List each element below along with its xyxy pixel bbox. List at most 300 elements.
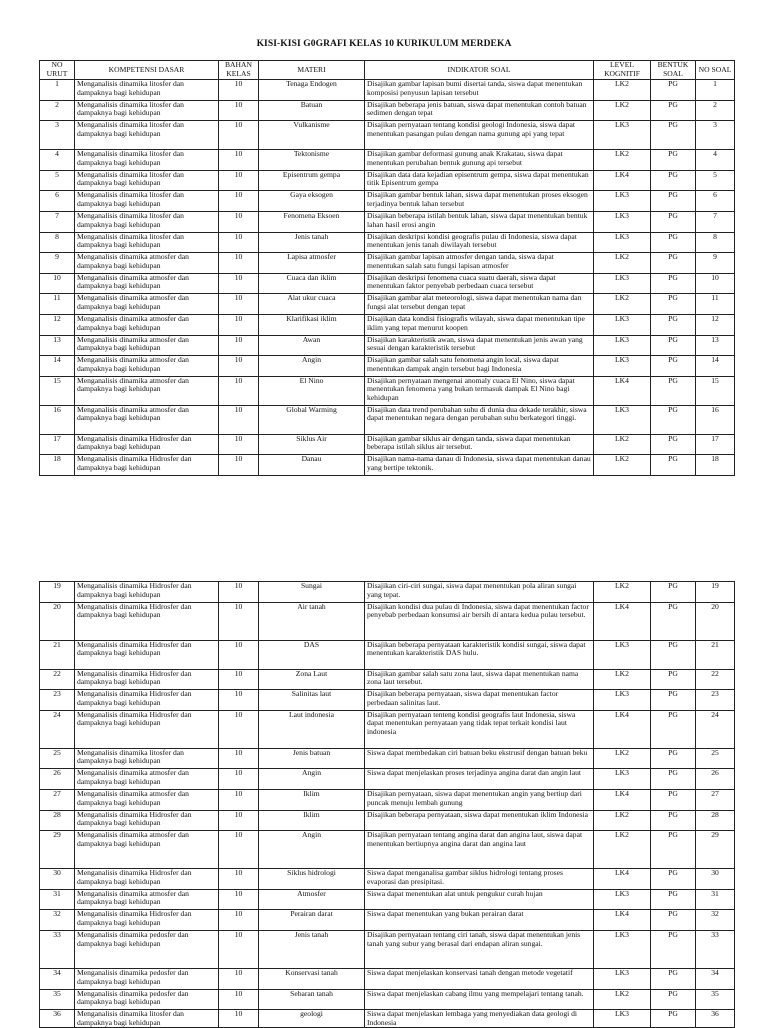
cell-bahan-kelas: 10 xyxy=(219,405,259,434)
cell-bahan-kelas: 10 xyxy=(219,150,259,171)
cell-kompetensi-dasar: Menganalisis dinamika atmosfer dan dampaknya bagi kehidupan xyxy=(75,376,219,405)
cell-bahan-kelas: 10 xyxy=(219,253,259,274)
cell-bentuk-soal: PG xyxy=(651,455,696,476)
cell-indikator-soal: Siswa dapat menjelaskan lembaga yang menyediakan data geologi di Indonesia xyxy=(365,1010,594,1028)
cell-no-urut: 19 xyxy=(40,582,75,603)
cell-no-soal: 8 xyxy=(696,232,735,253)
cell-bentuk-soal: PG xyxy=(651,356,696,377)
cell-bentuk-soal: PG xyxy=(651,602,696,640)
cell-bahan-kelas: 10 xyxy=(219,889,259,910)
cell-level-kognitif: LK3 xyxy=(594,232,651,253)
cell-indikator-soal: Disajikan beberapa jenis batuan, siswa dapat menentukan contoh batuan sedimen dengan tepat xyxy=(365,100,594,121)
cell-bahan-kelas: 10 xyxy=(219,789,259,810)
cell-indikator-soal: Disajikan beberapa pernyataan, siswa dapat menentukan iklim Indonesia xyxy=(365,810,594,831)
header-materi: MATERI xyxy=(259,61,365,80)
cell-kompetensi-dasar: Menganalisis dinamika pedosfer dan dampaknya bagi kehidupan xyxy=(75,989,219,1010)
cell-kompetensi-dasar: Menganalisis dinamika litosfer dan dampaknya bagi kehidupan xyxy=(75,211,219,232)
cell-level-kognitif: LK3 xyxy=(594,930,651,968)
cell-materi: Sebaran tanah xyxy=(259,989,365,1010)
cell-no-urut: 21 xyxy=(40,640,75,669)
cell-materi: Siklus hidrologi xyxy=(259,869,365,890)
cell-bentuk-soal: PG xyxy=(651,376,696,405)
cell-bentuk-soal: PG xyxy=(651,690,696,711)
table-row xyxy=(40,769,735,790)
table-row xyxy=(40,455,735,476)
header-no-soal: NO SOAL xyxy=(696,61,735,80)
cell-no-soal: 33 xyxy=(696,930,735,968)
cell-no-soal: 21 xyxy=(696,640,735,669)
cell-level-kognitif: LK2 xyxy=(594,80,651,101)
cell-bahan-kelas: 10 xyxy=(219,968,259,989)
cell-no-urut: 9 xyxy=(40,253,75,274)
cell-no-urut: 16 xyxy=(40,405,75,434)
table-row xyxy=(40,910,735,931)
cell-level-kognitif: LK3 xyxy=(594,640,651,669)
cell-kompetensi-dasar: Menganalisis dinamika litosfer dan dampaknya bagi kehidupan xyxy=(75,232,219,253)
cell-kompetensi-dasar: Menganalisis dinamika Hidrosfer dan dampaknya bagi kehidupan xyxy=(75,602,219,640)
cell-kompetensi-dasar: Menganalisis dinamika litosfer dan dampaknya bagi kehidupan xyxy=(75,1010,219,1028)
cell-indikator-soal: Disajikan gambar bentuk lahan, siswa dapat menentukan proses eksogen terjadinya bentuk lahan tersebut xyxy=(365,191,594,212)
table-row xyxy=(40,789,735,810)
cell-level-kognitif: LK3 xyxy=(594,121,651,150)
cell-no-urut: 5 xyxy=(40,170,75,191)
cell-kompetensi-dasar: Menganalisis dinamika litosfer dan dampaknya bagi kehidupan xyxy=(75,191,219,212)
cell-kompetensi-dasar: Menganalisis dinamika litosfer dan dampaknya bagi kehidupan xyxy=(75,121,219,150)
cell-indikator-soal: Disajikan kondisi dua pulau di Indonesia, siswa dapat menentukan factor penyebab perbedaan konsumsi air bersih di antara kedua pulau tersebut. xyxy=(365,602,594,640)
cell-bentuk-soal: PG xyxy=(651,314,696,335)
table-row xyxy=(40,170,735,191)
cell-materi: Danau xyxy=(259,455,365,476)
table-row xyxy=(40,810,735,831)
cell-bentuk-soal: PG xyxy=(651,1010,696,1028)
cell-no-urut: 6 xyxy=(40,191,75,212)
cell-level-kognitif: LK4 xyxy=(594,602,651,640)
cell-no-urut: 27 xyxy=(40,789,75,810)
cell-materi: Tektonisme xyxy=(259,150,365,171)
cell-indikator-soal: Disajikan pernyataan tentang kondisi geologi Indonesia, siswa dapat menentukan pasangan pulau dengan nama gunung api yang tepat xyxy=(365,121,594,150)
cell-bentuk-soal: PG xyxy=(651,191,696,212)
cell-no-urut: 8 xyxy=(40,232,75,253)
cell-indikator-soal: Siswa dapat menjelaskan cabang ilmu yang mempelajari tentang tanah. xyxy=(365,989,594,1010)
cell-kompetensi-dasar: Menganalisis dinamika Hidrosfer dan dampaknya bagi kehidupan xyxy=(75,582,219,603)
table-row xyxy=(40,690,735,711)
cell-level-kognitif: LK2 xyxy=(594,810,651,831)
cell-bahan-kelas: 10 xyxy=(219,376,259,405)
cell-kompetensi-dasar: Menganalisis dinamika pedosfer dan dampaknya bagi kehidupan xyxy=(75,968,219,989)
header-indikator-soal: INDIKATOR SOAL xyxy=(365,61,594,80)
cell-kompetensi-dasar: Menganalisis dinamika atmosfer dan dampaknya bagi kehidupan xyxy=(75,769,219,790)
table-row xyxy=(40,869,735,890)
table-row xyxy=(40,831,735,869)
cell-kompetensi-dasar: Menganalisis dinamika atmosfer dan dampaknya bagi kehidupan xyxy=(75,889,219,910)
cell-level-kognitif: LK2 xyxy=(594,831,651,869)
cell-kompetensi-dasar: Menganalisis dinamika atmosfer dan dampaknya bagi kehidupan xyxy=(75,314,219,335)
cell-materi: Episentrum gempa xyxy=(259,170,365,191)
cell-bentuk-soal: PG xyxy=(651,253,696,274)
table-row xyxy=(40,669,735,690)
cell-bahan-kelas: 10 xyxy=(219,211,259,232)
cell-indikator-soal: Disajikan gambar siklus air dengan tanda, siswa dapat menentukan beberapa istilah siklus air tersebut. xyxy=(365,434,594,455)
cell-level-kognitif: LK2 xyxy=(594,100,651,121)
cell-bahan-kelas: 10 xyxy=(219,455,259,476)
table-row xyxy=(40,211,735,232)
cell-materi: DAS xyxy=(259,640,365,669)
cell-indikator-soal: Disajikan data kondisi fisiografis wilayah, siswa dapat menentukan tipe iklim yang tepat menurut koopen xyxy=(365,314,594,335)
table-row xyxy=(40,582,735,603)
cell-indikator-soal: Siswa dapat menjelaskan proses terjadinya angina darat dan angin laut xyxy=(365,769,594,790)
cell-level-kognitif: LK2 xyxy=(594,253,651,274)
cell-level-kognitif: LK3 xyxy=(594,314,651,335)
cell-indikator-soal: Disajikan pernyataan tentang ciri tanah, siswa dapat menentukan jenis tanah yang subur yang berasal dari endapan aliran sungai. xyxy=(365,930,594,968)
cell-materi: Awan xyxy=(259,335,365,356)
cell-no-urut: 12 xyxy=(40,314,75,335)
cell-kompetensi-dasar: Menganalisis dinamika atmosfer dan dampaknya bagi kehidupan xyxy=(75,789,219,810)
cell-bentuk-soal: PG xyxy=(651,294,696,315)
cell-no-urut: 25 xyxy=(40,748,75,769)
cell-indikator-soal: Siswa dapat menentukan alat untuk pengukur curah hujan xyxy=(365,889,594,910)
cell-no-soal: 26 xyxy=(696,769,735,790)
cell-no-urut: 18 xyxy=(40,455,75,476)
cell-materi: Batuan xyxy=(259,100,365,121)
header-kompetensi-dasar: KOMPETENSI DASAR xyxy=(75,61,219,80)
table-row xyxy=(40,273,735,294)
cell-no-soal: 15 xyxy=(696,376,735,405)
cell-bentuk-soal: PG xyxy=(651,273,696,294)
cell-materi: Siklus Air xyxy=(259,434,365,455)
cell-indikator-soal: Disajikan nama-nama danau di Indonesia, siswa dapat menentukan danau yang bertipe tektonik. xyxy=(365,455,594,476)
cell-no-soal: 11 xyxy=(696,294,735,315)
cell-bahan-kelas: 10 xyxy=(219,294,259,315)
cell-bahan-kelas: 10 xyxy=(219,356,259,377)
cell-materi: Air tanah xyxy=(259,602,365,640)
cell-no-soal: 12 xyxy=(696,314,735,335)
cell-kompetensi-dasar: Menganalisis dinamika Hidrosfer dan dampaknya bagi kehidupan xyxy=(75,710,219,748)
cell-bahan-kelas: 10 xyxy=(219,602,259,640)
cell-materi: Angin xyxy=(259,356,365,377)
cell-materi: Iklim xyxy=(259,789,365,810)
cell-indikator-soal: Disajikan deskripsi fenomena cuaca suatu daerah, siswa dapat menentukan faktor penyebab perbedaan cuaca tersebut xyxy=(365,273,594,294)
cell-kompetensi-dasar: Menganalisis dinamika Hidrosfer dan dampaknya bagi kehidupan xyxy=(75,434,219,455)
cell-level-kognitif: LK3 xyxy=(594,690,651,711)
cell-bentuk-soal: PG xyxy=(651,710,696,748)
table-row xyxy=(40,314,735,335)
cell-kompetensi-dasar: Menganalisis dinamika Hidrosfer dan dampaknya bagi kehidupan xyxy=(75,669,219,690)
cell-kompetensi-dasar: Menganalisis dinamika atmosfer dan dampaknya bagi kehidupan xyxy=(75,405,219,434)
cell-bahan-kelas: 10 xyxy=(219,191,259,212)
table-row xyxy=(40,253,735,274)
cell-no-soal: 16 xyxy=(696,405,735,434)
header-level-kognitif: LEVEL KOGNITIF xyxy=(594,61,651,80)
header-no-urut: NO URUT xyxy=(40,61,75,80)
cell-no-urut: 29 xyxy=(40,831,75,869)
table-row xyxy=(40,889,735,910)
cell-level-kognitif: LK2 xyxy=(594,748,651,769)
cell-level-kognitif: LK4 xyxy=(594,910,651,931)
cell-kompetensi-dasar: Menganalisis dinamika atmosfer dan dampaknya bagi kehidupan xyxy=(75,356,219,377)
cell-bentuk-soal: PG xyxy=(651,211,696,232)
cell-indikator-soal: Siswa dapat menganalisa gambar siklus hidrologi tentang proses evaporasi dan presipitasi. xyxy=(365,869,594,890)
cell-level-kognitif: LK2 xyxy=(594,582,651,603)
table-row xyxy=(40,100,735,121)
cell-no-soal: 4 xyxy=(696,150,735,171)
cell-bentuk-soal: PG xyxy=(651,232,696,253)
cell-bahan-kelas: 10 xyxy=(219,121,259,150)
cell-bentuk-soal: PG xyxy=(651,769,696,790)
table-row xyxy=(40,968,735,989)
table-row xyxy=(40,191,735,212)
cell-bentuk-soal: PG xyxy=(651,869,696,890)
cell-bentuk-soal: PG xyxy=(651,335,696,356)
cell-indikator-soal: Siswa dapat membedakan ciri batuan beku ekstrusif dengan batuan beku xyxy=(365,748,594,769)
cell-no-soal: 1 xyxy=(696,80,735,101)
cell-indikator-soal: Disajikan deskripsi kondisi geografis pulau di Indonesia, siswa dapat menentukan jenis tanah diwilayah tersebut xyxy=(365,232,594,253)
cell-level-kognitif: LK2 xyxy=(594,434,651,455)
cell-kompetensi-dasar: Menganalisis dinamika litosfer dan dampaknya bagi kehidupan xyxy=(75,748,219,769)
cell-indikator-soal: Disajikan ciri-ciri sungai, siswa dapat menentukan pola aliran sungai yang tepat. xyxy=(365,582,594,603)
cell-materi: Jenis tanah xyxy=(259,930,365,968)
cell-bahan-kelas: 10 xyxy=(219,910,259,931)
cell-indikator-soal: Disajikan karakteristik awan, siswa dapat menentukan jenis awan yang sesuai dengan karakteristik tersebut xyxy=(365,335,594,356)
cell-level-kognitif: LK3 xyxy=(594,405,651,434)
cell-materi: El Nino xyxy=(259,376,365,405)
cell-no-urut: 7 xyxy=(40,211,75,232)
cell-bahan-kelas: 10 xyxy=(219,170,259,191)
cell-no-urut: 20 xyxy=(40,602,75,640)
cell-no-soal: 6 xyxy=(696,191,735,212)
cell-kompetensi-dasar: Menganalisis dinamika litosfer dan dampaknya bagi kehidupan xyxy=(75,80,219,101)
cell-no-urut: 13 xyxy=(40,335,75,356)
cell-level-kognitif: LK2 xyxy=(594,150,651,171)
cell-bahan-kelas: 10 xyxy=(219,1010,259,1028)
cell-materi: Angin xyxy=(259,769,365,790)
cell-bentuk-soal: PG xyxy=(651,748,696,769)
cell-kompetensi-dasar: Menganalisis dinamika litosfer dan dampaknya bagi kehidupan xyxy=(75,100,219,121)
cell-materi: Fenomena Eksoen xyxy=(259,211,365,232)
cell-bentuk-soal: PG xyxy=(651,121,696,150)
cell-no-urut: 35 xyxy=(40,989,75,1010)
cell-materi: Jenis tanah xyxy=(259,232,365,253)
cell-materi: Tenaga Endogen xyxy=(259,80,365,101)
table-row xyxy=(40,121,735,150)
table-row xyxy=(40,989,735,1010)
table-row xyxy=(40,376,735,405)
cell-level-kognitif: LK4 xyxy=(594,710,651,748)
cell-no-urut: 1 xyxy=(40,80,75,101)
cell-no-soal: 17 xyxy=(696,434,735,455)
cell-level-kognitif: LK4 xyxy=(594,869,651,890)
cell-materi: Jenis batuan xyxy=(259,748,365,769)
cell-level-kognitif: LK3 xyxy=(594,356,651,377)
cell-bahan-kelas: 10 xyxy=(219,690,259,711)
cell-no-soal: 13 xyxy=(696,335,735,356)
table-row xyxy=(40,150,735,171)
cell-bahan-kelas: 10 xyxy=(219,100,259,121)
cell-kompetensi-dasar: Menganalisis dinamika atmosfer dan dampaknya bagi kehidupan xyxy=(75,335,219,356)
table-row xyxy=(40,930,735,968)
table-header-row xyxy=(40,61,735,80)
cell-no-soal: 30 xyxy=(696,869,735,890)
cell-kompetensi-dasar: Menganalisis dinamika litosfer dan dampaknya bagi kehidupan xyxy=(75,150,219,171)
cell-bentuk-soal: PG xyxy=(651,810,696,831)
cell-bentuk-soal: PG xyxy=(651,640,696,669)
cell-indikator-soal: Disajikan gambar alat meteorologi, siswa dapat menentukan nama dan fungsi alat tersebut dengan tepat xyxy=(365,294,594,315)
cell-level-kognitif: LK4 xyxy=(594,170,651,191)
cell-level-kognitif: LK2 xyxy=(594,455,651,476)
cell-no-soal: 5 xyxy=(696,170,735,191)
cell-no-soal: 25 xyxy=(696,748,735,769)
cell-no-urut: 30 xyxy=(40,869,75,890)
kisi-kisi-table-page-2 xyxy=(39,581,735,1028)
cell-bahan-kelas: 10 xyxy=(219,335,259,356)
cell-no-urut: 36 xyxy=(40,1010,75,1028)
cell-kompetensi-dasar: Menganalisis dinamika Hidrosfer dan dampaknya bagi kehidupan xyxy=(75,810,219,831)
cell-bahan-kelas: 10 xyxy=(219,710,259,748)
cell-materi: Konservasi tanah xyxy=(259,968,365,989)
cell-kompetensi-dasar: Menganalisis dinamika litosfer dan dampaknya bagi kehidupan xyxy=(75,170,219,191)
cell-kompetensi-dasar: Menganalisis dinamika Hidrosfer dan dampaknya bagi kehidupan xyxy=(75,910,219,931)
table-row xyxy=(40,294,735,315)
cell-bahan-kelas: 10 xyxy=(219,810,259,831)
cell-indikator-soal: Disajikan data trend perubahan suhu di dunia dua dekade terakhir, siswa dapat menentukan negara dengan perubahan suhu berkategori tinggi. xyxy=(365,405,594,434)
cell-kompetensi-dasar: Menganalisis dinamika Hidrosfer dan dampaknya bagi kehidupan xyxy=(75,455,219,476)
cell-bentuk-soal: PG xyxy=(651,170,696,191)
cell-bentuk-soal: PG xyxy=(651,910,696,931)
cell-materi: Iklim xyxy=(259,810,365,831)
cell-bahan-kelas: 10 xyxy=(219,640,259,669)
cell-bahan-kelas: 10 xyxy=(219,869,259,890)
table-row xyxy=(40,640,735,669)
cell-no-soal: 27 xyxy=(696,789,735,810)
cell-no-urut: 2 xyxy=(40,100,75,121)
cell-kompetensi-dasar: Menganalisis dinamika atmosfer dan dampaknya bagi kehidupan xyxy=(75,294,219,315)
cell-level-kognitif: LK2 xyxy=(594,294,651,315)
cell-no-soal: 9 xyxy=(696,253,735,274)
cell-indikator-soal: Siswa dapat menentukan yang bukan perairan darat xyxy=(365,910,594,931)
cell-no-soal: 20 xyxy=(696,602,735,640)
cell-indikator-soal: Disajikan beberapa pernyataan, siswa dapat menentukan factor perbedaan salinitas laut. xyxy=(365,690,594,711)
cell-kompetensi-dasar: Menganalisis dinamika Hidrosfer dan dampaknya bagi kehidupan xyxy=(75,690,219,711)
cell-bahan-kelas: 10 xyxy=(219,769,259,790)
cell-no-soal: 10 xyxy=(696,273,735,294)
cell-bahan-kelas: 10 xyxy=(219,434,259,455)
cell-bentuk-soal: PG xyxy=(651,669,696,690)
cell-bentuk-soal: PG xyxy=(651,968,696,989)
table-row xyxy=(40,232,735,253)
cell-no-soal: 24 xyxy=(696,710,735,748)
cell-no-urut: 17 xyxy=(40,434,75,455)
cell-materi: Klarifikasi iklim xyxy=(259,314,365,335)
cell-materi: Lapisa atmosfer xyxy=(259,253,365,274)
cell-indikator-soal: Disajikan gambar lapisan atmosfer dengan tanda, siswa dapat menentukan salah satu fungsi lapisan atmosfer xyxy=(365,253,594,274)
cell-no-soal: 28 xyxy=(696,810,735,831)
cell-bentuk-soal: PG xyxy=(651,80,696,101)
cell-materi: Salinitas laut xyxy=(259,690,365,711)
cell-indikator-soal: Disajikan gambar deformasi gunung anak Krakatau, siswa dapat menentukan perubahan bentuk gunung api tersebut xyxy=(365,150,594,171)
cell-no-urut: 24 xyxy=(40,710,75,748)
cell-no-soal: 2 xyxy=(696,100,735,121)
cell-no-soal: 36 xyxy=(696,1010,735,1028)
cell-no-urut: 33 xyxy=(40,930,75,968)
cell-bahan-kelas: 10 xyxy=(219,831,259,869)
cell-kompetensi-dasar: Menganalisis dinamika atmosfer dan dampaknya bagi kehidupan xyxy=(75,831,219,869)
cell-level-kognitif: LK2 xyxy=(594,989,651,1010)
cell-bentuk-soal: PG xyxy=(651,434,696,455)
cell-indikator-soal: Disajikan pernyataan mengenai anomaly cuaca El Nino, siswa dapat menentukan fenomena yang bukan termasuk dampak El Nino bagi kehidupan xyxy=(365,376,594,405)
cell-no-urut: 4 xyxy=(40,150,75,171)
cell-bentuk-soal: PG xyxy=(651,582,696,603)
cell-level-kognitif: LK3 xyxy=(594,211,651,232)
table-row xyxy=(40,748,735,769)
cell-no-urut: 32 xyxy=(40,910,75,931)
cell-materi: Laut indonesia xyxy=(259,710,365,748)
table-row xyxy=(40,1010,735,1028)
cell-bahan-kelas: 10 xyxy=(219,314,259,335)
cell-kompetensi-dasar: Menganalisis dinamika Hidrosfer dan dampaknya bagi kehidupan xyxy=(75,640,219,669)
cell-no-urut: 10 xyxy=(40,273,75,294)
cell-materi: geologi xyxy=(259,1010,365,1028)
cell-indikator-soal: Siswa dapat menjelaskan konservasi tanah dengan metode vegetatif xyxy=(365,968,594,989)
cell-no-urut: 15 xyxy=(40,376,75,405)
cell-level-kognitif: LK3 xyxy=(594,889,651,910)
cell-materi: Angin xyxy=(259,831,365,869)
cell-level-kognitif: LK3 xyxy=(594,273,651,294)
cell-materi: Gaya eksogen xyxy=(259,191,365,212)
cell-bahan-kelas: 10 xyxy=(219,748,259,769)
cell-indikator-soal: Disajikan beberapa pernyataan karakteristik kondisi sungai, siswa dapat menentukan karakteristik DAS hulu. xyxy=(365,640,594,669)
cell-no-soal: 22 xyxy=(696,669,735,690)
header-bentuk-soal: BENTUK SOAL xyxy=(651,61,696,80)
page-title: KISI-KISI G0GRAFI KELAS 10 KURIKULUM MERDEKA xyxy=(256,39,512,49)
cell-kompetensi-dasar: Menganalisis dinamika Hidrosfer dan dampaknya bagi kehidupan xyxy=(75,869,219,890)
cell-level-kognitif: LK3 xyxy=(594,191,651,212)
cell-materi: Alat ukur cuaca xyxy=(259,294,365,315)
cell-bentuk-soal: PG xyxy=(651,930,696,968)
cell-no-soal: 7 xyxy=(696,211,735,232)
cell-bahan-kelas: 10 xyxy=(219,930,259,968)
cell-indikator-soal: Disajikan beberapa istilah bentuk lahan, siswa dapat menentukan bentuk lahan hasil erosi angin xyxy=(365,211,594,232)
cell-materi: Sungai xyxy=(259,582,365,603)
cell-bentuk-soal: PG xyxy=(651,150,696,171)
cell-no-soal: 29 xyxy=(696,831,735,869)
cell-bentuk-soal: PG xyxy=(651,789,696,810)
cell-no-urut: 28 xyxy=(40,810,75,831)
cell-level-kognitif: LK4 xyxy=(594,789,651,810)
cell-bahan-kelas: 10 xyxy=(219,273,259,294)
cell-materi: Global Warming xyxy=(259,405,365,434)
cell-bentuk-soal: PG xyxy=(651,831,696,869)
cell-bentuk-soal: PG xyxy=(651,405,696,434)
kisi-kisi-table-page-1 xyxy=(39,60,735,476)
cell-materi: Zona Laut xyxy=(259,669,365,690)
cell-level-kognitif: LK3 xyxy=(594,1010,651,1028)
cell-no-soal: 32 xyxy=(696,910,735,931)
cell-no-soal: 19 xyxy=(696,582,735,603)
cell-bahan-kelas: 10 xyxy=(219,80,259,101)
table-row xyxy=(40,80,735,101)
cell-level-kognitif: LK2 xyxy=(594,669,651,690)
cell-bahan-kelas: 10 xyxy=(219,669,259,690)
header-bahan-kelas: BAHAN KELAS xyxy=(219,61,259,80)
cell-no-soal: 31 xyxy=(696,889,735,910)
cell-level-kognitif: LK3 xyxy=(594,769,651,790)
cell-no-soal: 35 xyxy=(696,989,735,1010)
cell-no-soal: 34 xyxy=(696,968,735,989)
cell-no-soal: 23 xyxy=(696,690,735,711)
cell-indikator-soal: Disajikan pernyataan, siswa dapat menentukan angin yang bertiup dari puncak menuju lembah gunung xyxy=(365,789,594,810)
table-row xyxy=(40,335,735,356)
cell-level-kognitif: LK3 xyxy=(594,335,651,356)
cell-no-soal: 3 xyxy=(696,121,735,150)
